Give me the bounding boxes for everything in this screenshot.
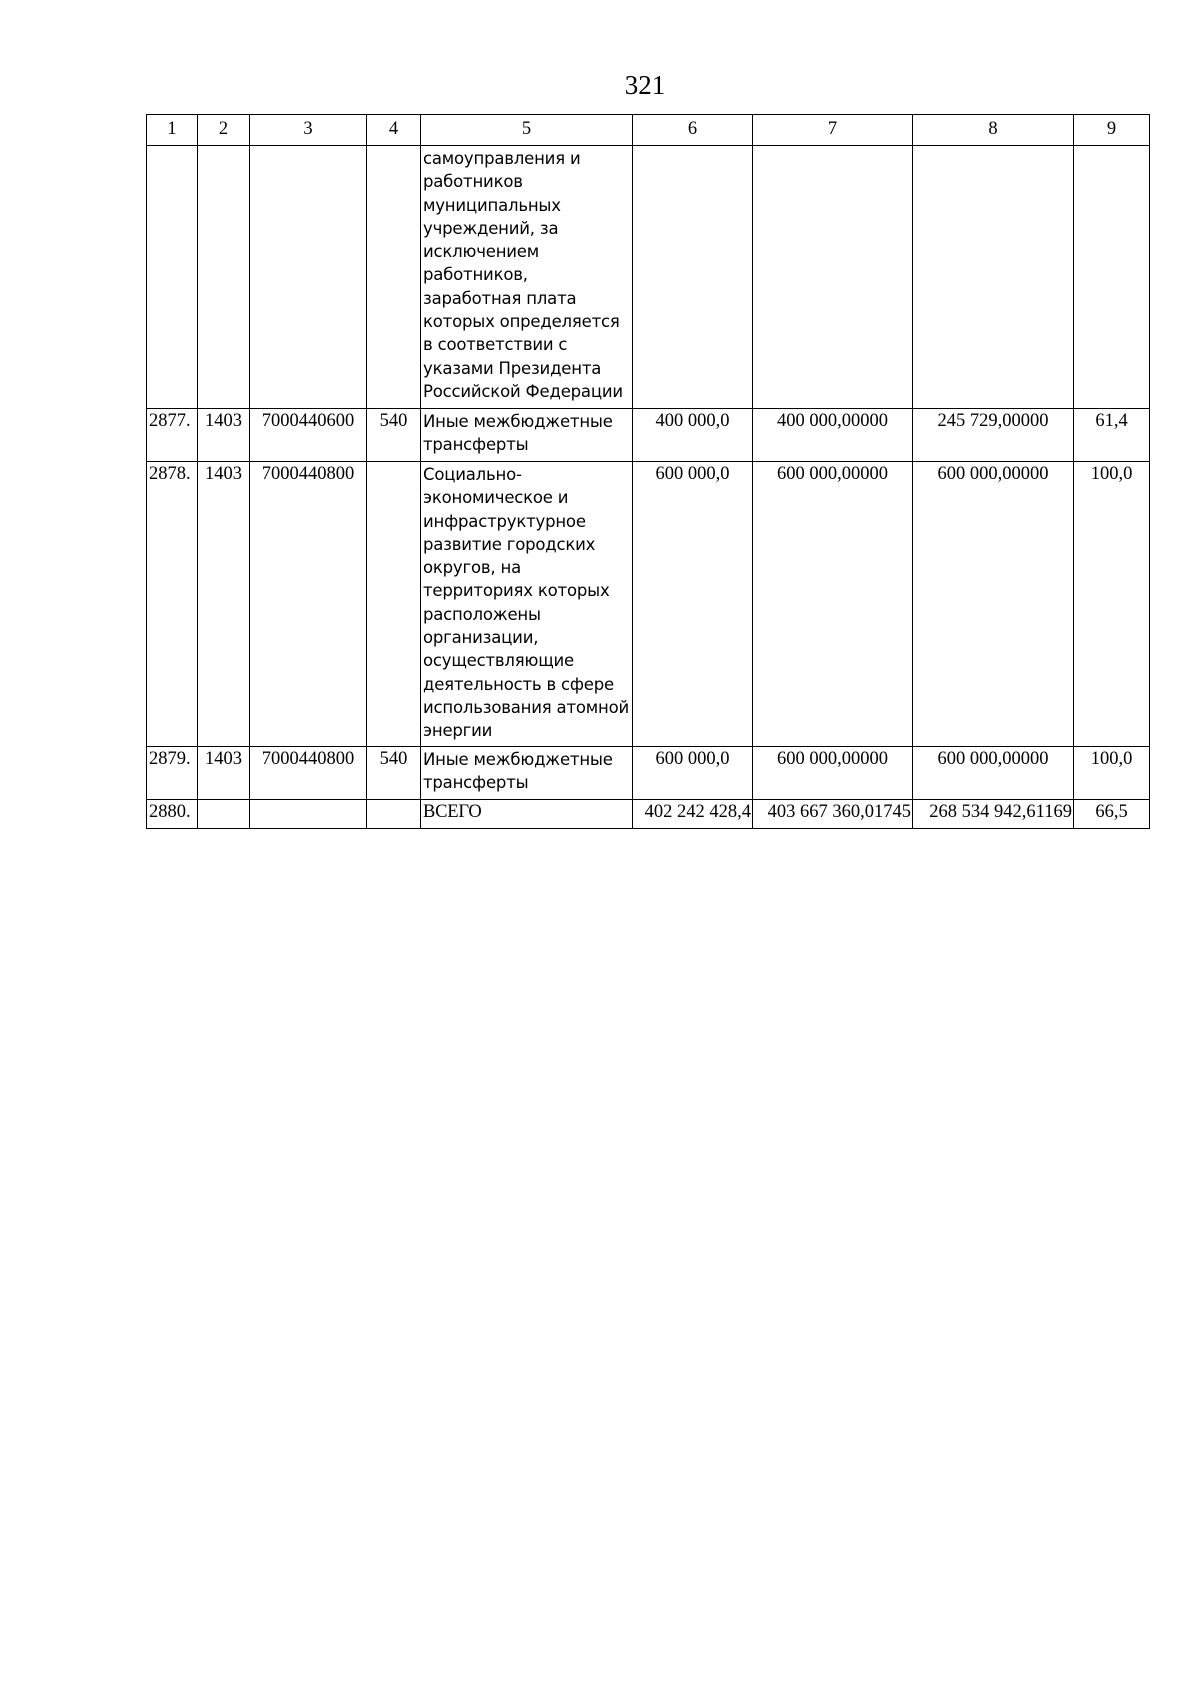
table-row xyxy=(147,409,1150,462)
cell-name: Иные межбюджетные трансферты xyxy=(421,747,633,800)
cell-section xyxy=(198,800,250,829)
cell-type: 540 xyxy=(367,747,421,800)
table-header xyxy=(147,115,1150,146)
column-header-5: 5 xyxy=(421,115,633,146)
cell-planned: 402 242 428,4 xyxy=(633,800,753,829)
header-row xyxy=(147,115,1150,146)
cell-executed: 600 000,00000 xyxy=(913,462,1074,747)
column-header-1: 1 xyxy=(147,115,198,146)
cell-target xyxy=(250,146,367,409)
cell-percent: 100,0 xyxy=(1074,747,1150,800)
cell-refined: 600 000,00000 xyxy=(753,462,913,747)
column-header-3: 3 xyxy=(250,115,367,146)
cell-section: 1403 xyxy=(198,747,250,800)
table-row-continuation xyxy=(147,146,1150,409)
column-header-9: 9 xyxy=(1074,115,1150,146)
cell-name: Социально-экономическое и инфраструктурное развитие городских округов, на территориях которых расположены организации, осуществляющие деятельность в сфере использования атомной энергии xyxy=(421,462,633,747)
column-header-6: 6 xyxy=(633,115,753,146)
cell-type xyxy=(367,146,421,409)
cell-section: 1403 xyxy=(198,462,250,747)
cell-num: 2879. xyxy=(147,747,198,800)
table-body xyxy=(147,146,1150,829)
cell-planned: 600 000,0 xyxy=(633,462,753,747)
cell-target: 7000440800 xyxy=(250,747,367,800)
cell-num: 2880. xyxy=(147,800,198,829)
cell-planned xyxy=(633,146,753,409)
cell-planned: 400 000,0 xyxy=(633,409,753,462)
cell-percent: 100,0 xyxy=(1074,462,1150,747)
column-header-4: 4 xyxy=(367,115,421,146)
cell-refined: 400 000,00000 xyxy=(753,409,913,462)
cell-type xyxy=(367,462,421,747)
cell-name: Иные межбюджетные трансферты xyxy=(421,409,633,462)
cell-num xyxy=(147,146,198,409)
table-row-total xyxy=(147,800,1150,829)
cell-target xyxy=(250,800,367,829)
cell-executed: 268 534 942,61169 xyxy=(913,800,1074,829)
column-header-7: 7 xyxy=(753,115,913,146)
cell-name: самоуправления и работников муниципальных учреждений, за исключением работников, заработная плата которых определяется в соответствии с указами Президента Российской Федерации xyxy=(421,146,633,409)
page-number: 321 xyxy=(624,70,666,100)
cell-type xyxy=(367,800,421,829)
cell-name: ВСЕГО xyxy=(421,800,633,829)
cell-num: 2877. xyxy=(147,409,198,462)
cell-target: 7000440800 xyxy=(250,462,367,747)
cell-percent: 61,4 xyxy=(1074,409,1150,462)
budget-table xyxy=(146,114,1150,829)
cell-target: 7000440600 xyxy=(250,409,367,462)
cell-section xyxy=(198,146,250,409)
cell-planned: 600 000,0 xyxy=(633,747,753,800)
cell-num: 2878. xyxy=(147,462,198,747)
cell-executed: 600 000,00000 xyxy=(913,747,1074,800)
cell-executed: 245 729,00000 xyxy=(913,409,1074,462)
cell-percent xyxy=(1074,146,1150,409)
table-row xyxy=(147,747,1150,800)
cell-refined xyxy=(753,146,913,409)
cell-percent: 66,5 xyxy=(1074,800,1150,829)
cell-executed xyxy=(913,146,1074,409)
cell-refined: 600 000,00000 xyxy=(753,747,913,800)
column-header-2: 2 xyxy=(198,115,250,146)
column-header-8: 8 xyxy=(913,115,1074,146)
cell-type: 540 xyxy=(367,409,421,462)
table-row xyxy=(147,462,1150,747)
cell-section: 1403 xyxy=(198,409,250,462)
cell-refined: 403 667 360,01745 xyxy=(753,800,913,829)
